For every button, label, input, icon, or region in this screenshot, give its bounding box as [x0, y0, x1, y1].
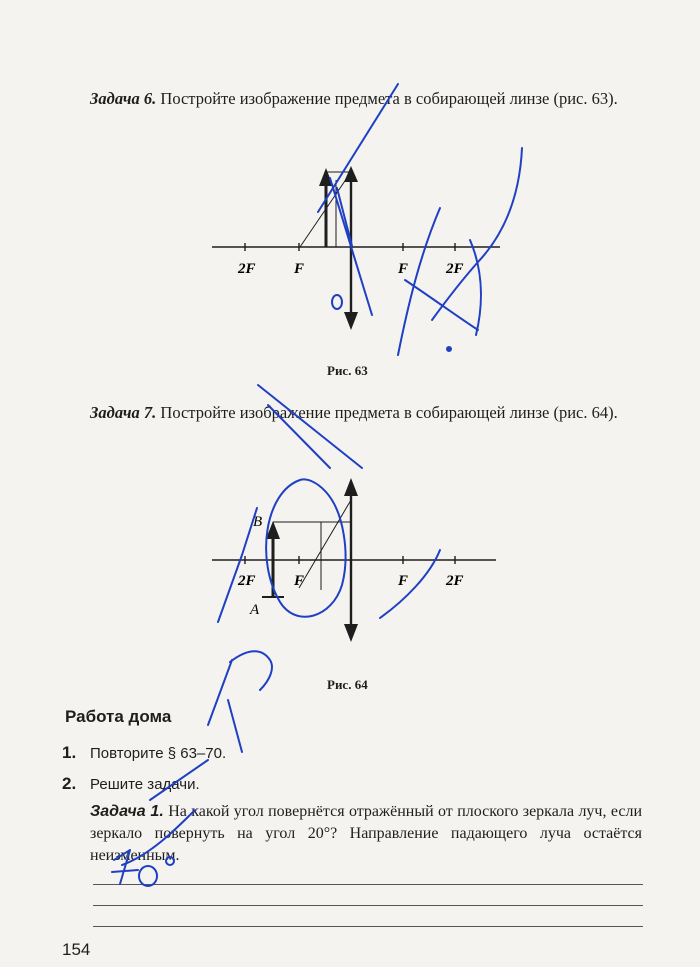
- ray-through-focus-64: [299, 500, 351, 588]
- homework-item-1: [62, 743, 226, 763]
- homework-item-2-text: Решите задачи.: [90, 776, 200, 793]
- figure-64-caption: Рис. 64: [327, 677, 368, 692]
- label-f-right-64: F: [398, 573, 409, 589]
- homework-item-2: [62, 774, 200, 794]
- homework-item-1-number: 1.: [62, 743, 77, 762]
- task-6-label: Задача 6.: [90, 89, 157, 108]
- label-f-left-63: F: [294, 261, 305, 277]
- label-2f-left-64: 2F: [238, 573, 256, 589]
- homework-item-2-number: 2.: [62, 774, 77, 793]
- answer-line-2[interactable]: [93, 905, 643, 906]
- task-7-text: Постройте изображение предмета в собирающей линзе (рис. 64).: [160, 403, 618, 422]
- label-point-a: A: [250, 602, 260, 618]
- homework-task-1: [90, 801, 642, 867]
- label-2f-right-64: 2F: [446, 573, 464, 589]
- label-f-right-63: F: [398, 261, 409, 277]
- answer-line-1[interactable]: [93, 884, 643, 885]
- answer-line-3[interactable]: [93, 926, 643, 927]
- lens-top-arrow-64: [344, 478, 358, 496]
- label-2f-left-63: 2F: [238, 261, 256, 277]
- page-number: 154: [62, 940, 91, 959]
- homework-title: Работа дома: [65, 707, 172, 726]
- label-2f-right-63: 2F: [446, 261, 464, 277]
- homework-item-1-text: Повторите § 63–70.: [90, 745, 227, 762]
- homework-task-1-label: Задача 1.: [90, 803, 164, 820]
- homework-task-1-text: На какой угол повернётся отражённый от плоского зеркала луч, если зеркало повернуть на угол 20°? Направление падающего луча остаётся неизменным.: [90, 803, 643, 864]
- label-f-left-64: F: [294, 573, 305, 589]
- figure-63-caption: Рис. 63: [327, 363, 368, 378]
- task-7-label: Задача 7.: [90, 403, 157, 422]
- label-point-b: B: [253, 514, 263, 530]
- lens-bottom-arrow-64: [344, 624, 358, 642]
- task-6-text: Постройте изображение предмета в собирающей линзе (рис. 63).: [160, 89, 618, 108]
- object-arrow-head-64: [266, 521, 280, 539]
